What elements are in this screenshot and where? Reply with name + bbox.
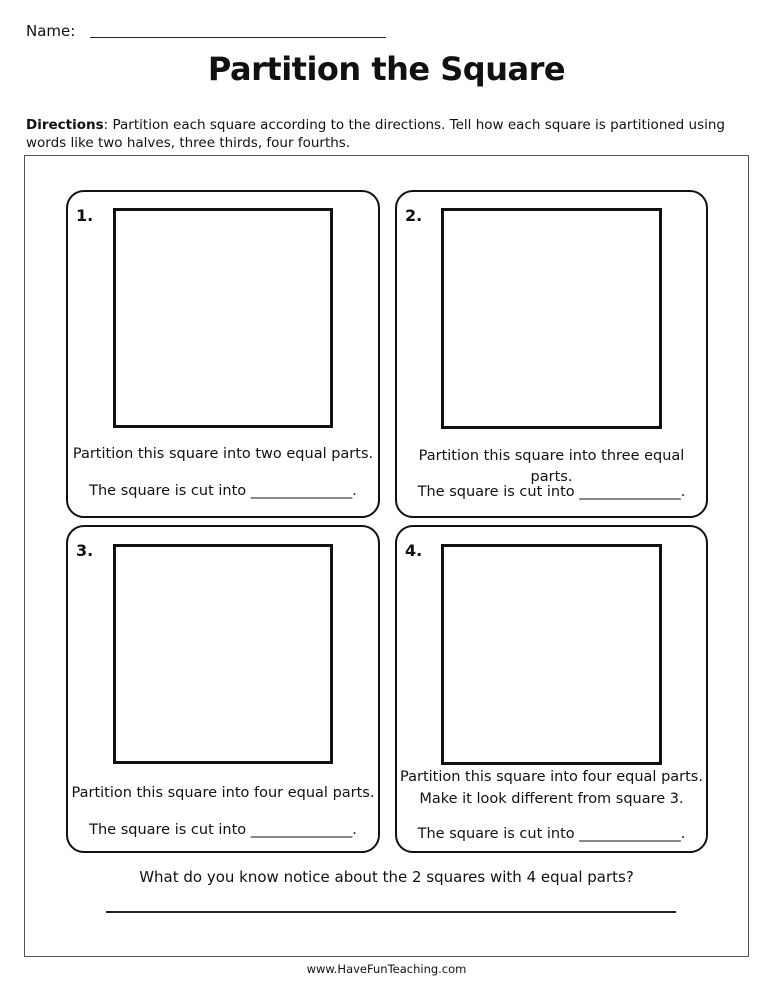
- partition-square[interactable]: [441, 544, 662, 765]
- worksheet-title: Partition the Square: [207, 50, 566, 88]
- partition-square[interactable]: [113, 544, 333, 764]
- reflection-question: What do you know notice about the 2 squares with 4 equal parts?: [139, 868, 634, 886]
- problem-card-1: [66, 190, 380, 518]
- problem-number: 3.: [76, 541, 94, 560]
- problem-card-3: [66, 525, 380, 853]
- problem-instruction: Partition this square into three equal parts.: [418, 448, 685, 485]
- name-label-text: Name:: [26, 22, 76, 40]
- partition-square[interactable]: [441, 208, 662, 429]
- footer-website: www.HaveFunTeaching.com: [306, 962, 467, 976]
- answer-prompt[interactable]: The square is cut into ______________.: [89, 483, 357, 499]
- answer-prompt[interactable]: The square is cut into ______________.: [417, 484, 686, 500]
- answer-prompt[interactable]: The square is cut into ______________.: [89, 822, 357, 838]
- problem-instruction: Partition this square into four equal parts.: [71, 785, 375, 801]
- answer-prompt[interactable]: The square is cut into ______________.: [417, 826, 686, 842]
- directions-label: Directions: [26, 117, 104, 133]
- problem-instruction-line-1: Partition this square into four equal parts.: [400, 769, 703, 785]
- problem-number: 2.: [405, 206, 423, 225]
- problem-instruction: Partition this square into two equal parts.: [72, 446, 374, 462]
- reflection-answer-line[interactable]: [106, 911, 676, 913]
- problem-number: 4.: [405, 541, 423, 560]
- problem-card-2: [395, 190, 708, 518]
- problem-number: 1.: [76, 206, 94, 225]
- name-field-line[interactable]: [90, 37, 386, 38]
- name-label: [26, 22, 75, 40]
- problem-card-4: [395, 525, 708, 853]
- directions: [26, 116, 726, 152]
- problem-instruction-line-2: Make it look different from square 3.: [419, 791, 684, 807]
- directions-text: : Partition each square according to the directions. Tell how each square is partitioned using words like two halves, three thirds, four fourths.: [26, 117, 726, 151]
- partition-square[interactable]: [113, 208, 333, 428]
